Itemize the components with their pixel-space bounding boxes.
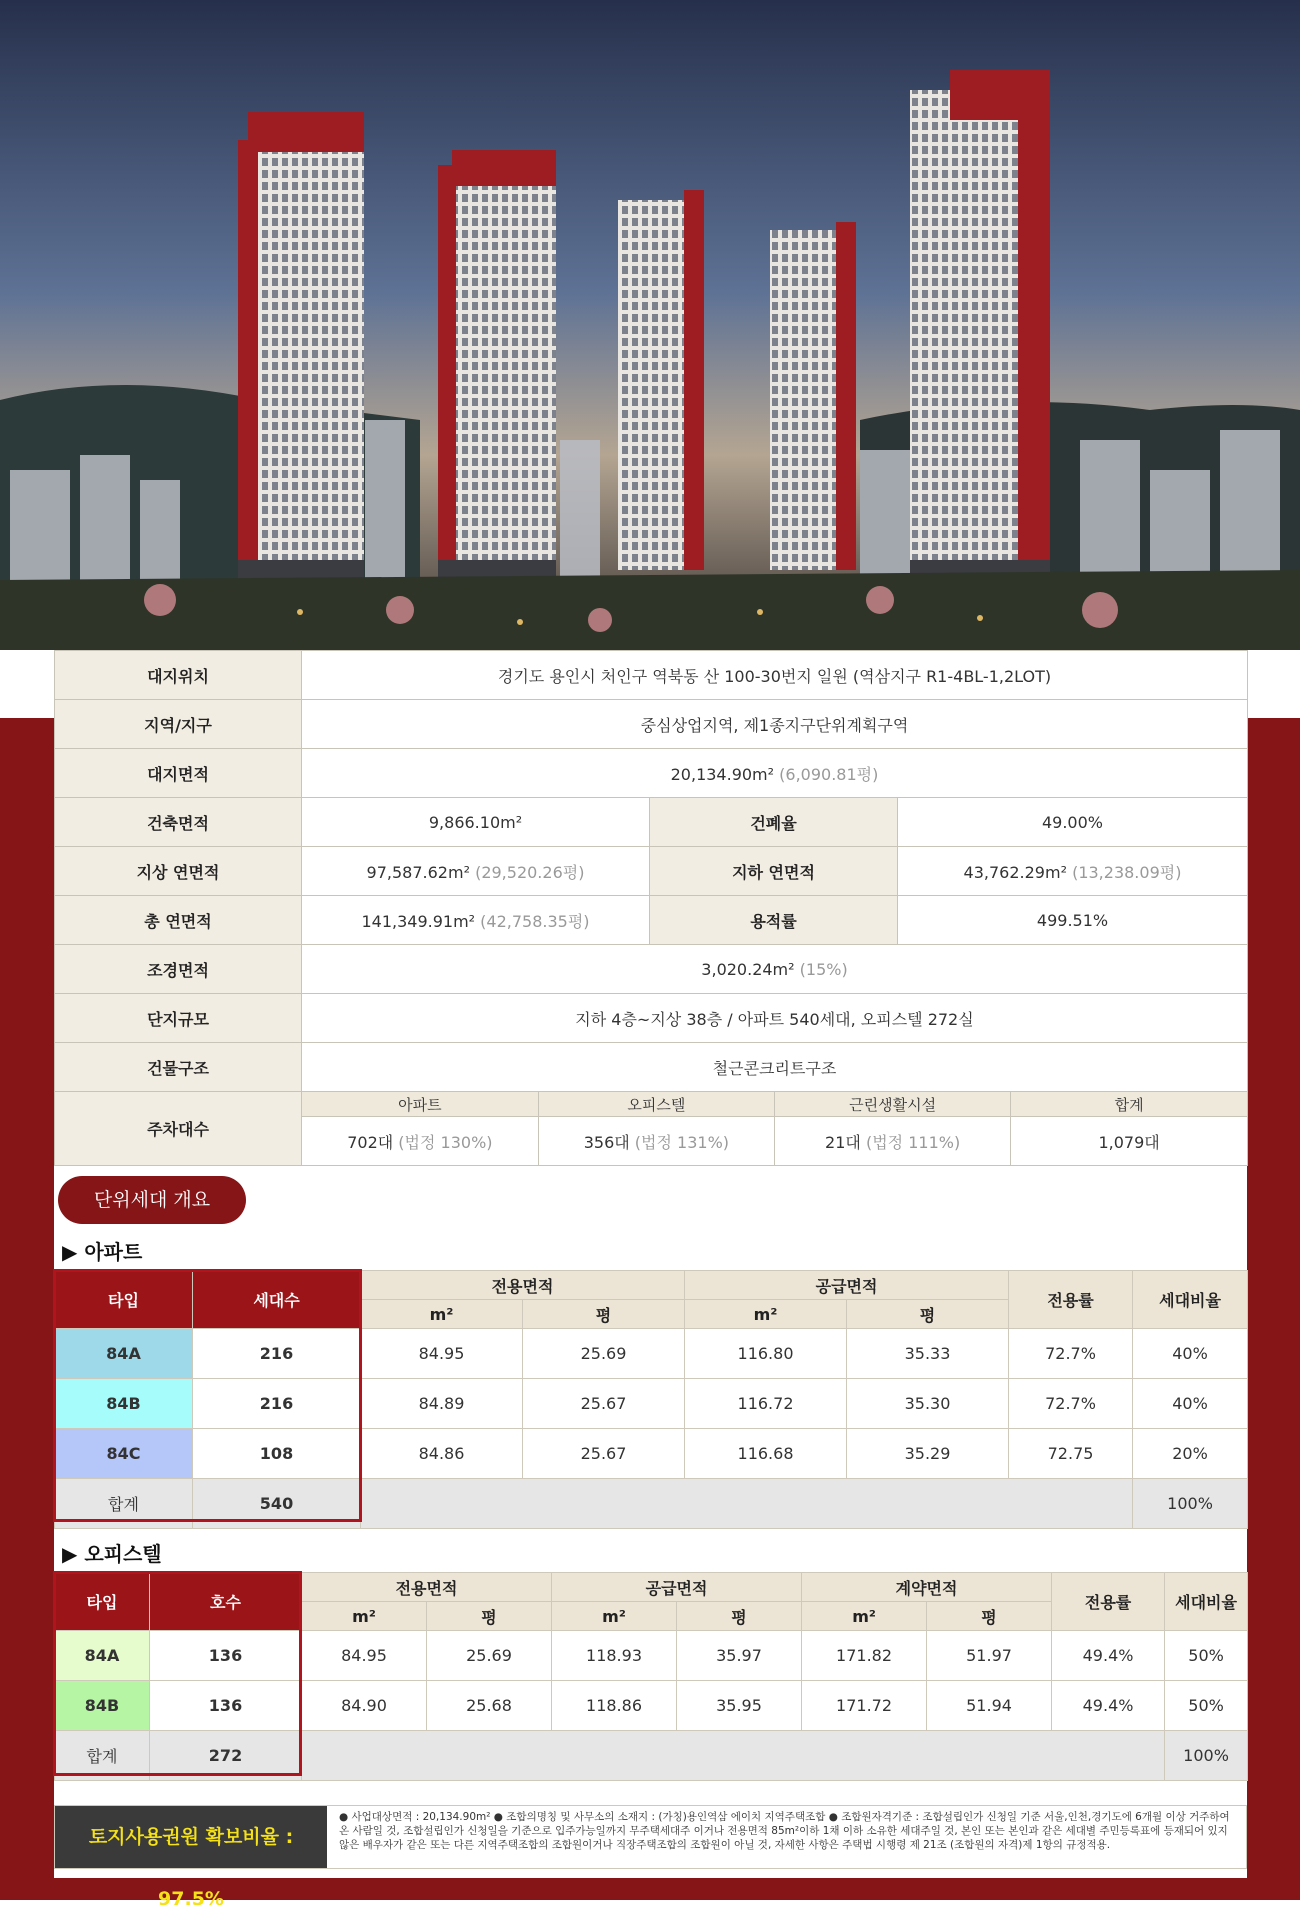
apt-ex-m2: 84.86 [361, 1429, 523, 1479]
apt-sup-m2: 116.80 [685, 1329, 847, 1379]
parking-label: 주차대수 [55, 1092, 302, 1166]
apt-ratio: 72.75 [1009, 1429, 1133, 1479]
scale-value: 지하 4층~지상 38층 / 아파트 540세대, 오피스텔 272실 [302, 994, 1248, 1043]
apt-count: 108 [193, 1429, 361, 1479]
parking-officetel-legal: (법정 131%) [634, 1132, 730, 1152]
apt-share: 40% [1133, 1379, 1248, 1429]
off-con-m2: 171.72 [802, 1681, 927, 1731]
footer-box [54, 1805, 1247, 1910]
table-row [55, 1479, 1248, 1529]
parking-apartment [302, 1117, 538, 1166]
table-row [55, 1043, 1248, 1092]
table-row [302, 1117, 1247, 1166]
off-total-label: 합계 [55, 1731, 150, 1781]
table-row [55, 1731, 1248, 1781]
off-total-share: 100% [1165, 1731, 1248, 1781]
table-row [55, 1329, 1248, 1379]
off-head-con-m2: m² [802, 1602, 927, 1631]
apt-ex-py: 25.67 [523, 1379, 685, 1429]
apartment-section-title: ▶ 아파트 [62, 1240, 143, 1264]
off-sup-py: 35.95 [677, 1681, 802, 1731]
table-row [55, 1379, 1248, 1429]
site-info-table [54, 650, 1248, 1166]
structure-label: 건물구조 [55, 1043, 302, 1092]
building-area-label: 건축면적 [55, 798, 302, 847]
table-row [55, 1429, 1248, 1479]
coverage-value: 49.00% [898, 798, 1248, 847]
table-row [55, 847, 1248, 896]
apt-sup-py: 35.30 [847, 1379, 1009, 1429]
off-head-ex-py: 평 [427, 1602, 552, 1631]
off-sup-m2: 118.86 [552, 1681, 677, 1731]
parking-total: 1,079대 [1011, 1117, 1247, 1166]
apt-head-ratio: 전용률 [1009, 1271, 1133, 1329]
landscape-percent: (15%) [799, 959, 848, 979]
off-head-con-py: 평 [927, 1602, 1052, 1631]
site-location-value: 경기도 용인시 처인구 역북동 산 100-30번지 일원 (역삼지구 R1-4BL-1,2LOT) [302, 651, 1248, 700]
apt-share: 20% [1133, 1429, 1248, 1479]
apt-head-count: 세대수 [193, 1271, 361, 1329]
apt-head-ex-py: 평 [523, 1300, 685, 1329]
parking-retail-legal: (법정 111%) [865, 1132, 961, 1152]
off-share: 50% [1165, 1631, 1248, 1681]
far-label: 용적률 [650, 896, 898, 945]
parking-officetel [538, 1117, 774, 1166]
table-row [55, 896, 1248, 945]
above-ground-value: 97,587.62m² [366, 862, 470, 882]
table-row [55, 1573, 1248, 1602]
parking-head-officetel: 오피스텔 [538, 1092, 774, 1117]
parking-head-apartment: 아파트 [302, 1092, 538, 1117]
far-value: 499.51% [898, 896, 1248, 945]
off-head-sup-py: 평 [677, 1602, 802, 1631]
apt-ratio: 72.7% [1009, 1379, 1133, 1429]
land-rights-badge: 토지사용권원 확보비율 : 97.5% [55, 1806, 327, 1868]
apartment-rendering-illustration [0, 0, 1300, 650]
scale-label: 단지규모 [55, 994, 302, 1043]
land-area-label: 대지면적 [55, 749, 302, 798]
apt-total-blank [361, 1479, 1133, 1529]
off-total-blank [302, 1731, 1165, 1781]
landscape-value: 3,020.24m² [701, 959, 795, 979]
parking-retail [775, 1117, 1011, 1166]
below-ground-label: 지하 연면적 [650, 847, 898, 896]
table-row [55, 1631, 1248, 1681]
officetel-section-title: ▶ 오피스텔 [62, 1542, 162, 1566]
parking-head-total: 합계 [1011, 1092, 1247, 1117]
table-row [55, 994, 1248, 1043]
off-type-84a: 84A [55, 1631, 150, 1681]
apt-head-ex-m2: m² [361, 1300, 523, 1329]
land-area-cell [302, 749, 1248, 798]
off-head-supply: 공급면적 [552, 1573, 802, 1602]
off-ex-m2: 84.95 [302, 1631, 427, 1681]
table-row [55, 651, 1248, 700]
parking-apartment-value: 702대 [347, 1132, 394, 1152]
off-con-py: 51.94 [927, 1681, 1052, 1731]
below-ground-cell [898, 847, 1248, 896]
off-total-count: 272 [150, 1731, 302, 1781]
landscape-cell [302, 945, 1248, 994]
apt-head-type: 타입 [55, 1271, 193, 1329]
apt-ex-py: 25.69 [523, 1329, 685, 1379]
apt-share: 40% [1133, 1329, 1248, 1379]
total-floor-value: 141,349.91m² [361, 911, 476, 931]
table-row [55, 945, 1248, 994]
above-ground-label: 지상 연면적 [55, 847, 302, 896]
table-row [302, 1092, 1247, 1117]
unit-overview-badge: 단위세대 개요 [58, 1176, 246, 1224]
off-con-m2: 171.82 [802, 1631, 927, 1681]
table-row [55, 700, 1248, 749]
apt-ratio: 72.7% [1009, 1329, 1133, 1379]
off-head-count: 호수 [150, 1573, 302, 1631]
zone-label: 지역/지구 [55, 700, 302, 749]
off-ratio: 49.4% [1052, 1631, 1165, 1681]
above-ground-cell [302, 847, 650, 896]
parking-table [302, 1092, 1247, 1165]
apt-total-share: 100% [1133, 1479, 1248, 1529]
off-head-type: 타입 [55, 1573, 150, 1631]
off-count: 136 [150, 1631, 302, 1681]
apt-head-sup-m2: m² [685, 1300, 847, 1329]
apt-ex-py: 25.67 [523, 1429, 685, 1479]
off-count: 136 [150, 1681, 302, 1731]
apt-head-exclusive: 전용면적 [361, 1271, 685, 1300]
off-con-py: 51.97 [927, 1631, 1052, 1681]
off-sup-py: 35.97 [677, 1631, 802, 1681]
off-head-sup-m2: m² [552, 1602, 677, 1631]
footer-note: ● 사업대상면적 : 20,134.90m² ● 조합의명칭 및 사무소의 소재지 : (가칭)용인역삼 에이치 지역주택조합 ● 조합원자격기준 : 조합설립인가 신청일 기준 서울,인천,경기도에 6개월 이상 거주하여 온 사람일 것, 조합설립인가 신청일을 기준으로 입주가능일까지 무주택세대주 이거나 전용면적 85m²이하 1채 이하 소유한 세대주일 것, 본인 또는 본인과 같은 세대별 주민등록표에 등재되어 있지 않은 배우자가 같은 또는 다른 지역주택조합의 조합원이거나 직장주택조합의 조합원이 아닐 것, 자세한 사항은 주택법 시행령 제 21조 (조합원의 자격)제 1항의 규정적용. [339, 1811, 1230, 1851]
apt-sup-py: 35.33 [847, 1329, 1009, 1379]
officetel-table [54, 1572, 1248, 1781]
parking-retail-value: 21대 [825, 1132, 861, 1152]
table-row [55, 1092, 1248, 1166]
coverage-label: 건폐율 [650, 798, 898, 847]
landscape-label: 조경면적 [55, 945, 302, 994]
apt-type-84c: 84C [55, 1429, 193, 1479]
land-area-pyeong: (6,090.81평) [779, 764, 879, 784]
table-row [55, 1271, 1248, 1300]
land-area-value: 20,134.90m² [670, 764, 775, 784]
off-ex-m2: 84.90 [302, 1681, 427, 1731]
table-row [55, 1681, 1248, 1731]
building-area-value: 9,866.10m² [302, 798, 650, 847]
off-ratio: 49.4% [1052, 1681, 1165, 1731]
apt-type-84a: 84A [55, 1329, 193, 1379]
total-floor-label: 총 연면적 [55, 896, 302, 945]
off-head-share: 세대비율 [1165, 1573, 1248, 1631]
apt-head-supply: 공급면적 [685, 1271, 1009, 1300]
table-row [55, 749, 1248, 798]
site-location-label: 대지위치 [55, 651, 302, 700]
parking-apartment-legal: (법정 130%) [398, 1132, 493, 1152]
structure-value: 철근콘크리트구조 [302, 1043, 1248, 1092]
content-panel [54, 650, 1247, 1910]
apartment-rendering [0, 0, 1300, 650]
apt-type-84b: 84B [55, 1379, 193, 1429]
apt-sup-m2: 116.72 [685, 1379, 847, 1429]
table-row [55, 798, 1248, 847]
apt-head-sup-py: 평 [847, 1300, 1009, 1329]
below-ground-pyeong: (13,238.09평) [1072, 862, 1182, 882]
off-head-ex-m2: m² [302, 1602, 427, 1631]
off-type-84b: 84B [55, 1681, 150, 1731]
off-head-ratio: 전용률 [1052, 1573, 1165, 1631]
apt-sup-py: 35.29 [847, 1429, 1009, 1479]
off-head-exclusive: 전용면적 [302, 1573, 552, 1602]
apt-head-share: 세대비율 [1133, 1271, 1248, 1329]
parking-cell [302, 1092, 1248, 1166]
off-head-contract: 계약면적 [802, 1573, 1052, 1602]
parking-officetel-value: 356대 [583, 1132, 630, 1152]
below-ground-value: 43,762.29m² [963, 862, 1067, 882]
off-ex-py: 25.69 [427, 1631, 552, 1681]
apt-count: 216 [193, 1379, 361, 1429]
apt-total-label: 합계 [55, 1479, 193, 1529]
above-ground-pyeong: (29,520.26평) [475, 862, 585, 882]
apt-total-count: 540 [193, 1479, 361, 1529]
parking-head-retail: 근린생활시설 [775, 1092, 1011, 1117]
apartment-table [54, 1270, 1248, 1529]
apt-count: 216 [193, 1329, 361, 1379]
off-ex-py: 25.68 [427, 1681, 552, 1731]
off-share: 50% [1165, 1681, 1248, 1731]
apt-ex-m2: 84.89 [361, 1379, 523, 1429]
apt-sup-m2: 116.68 [685, 1429, 847, 1479]
total-floor-pyeong: (42,758.35평) [480, 911, 590, 931]
total-floor-cell [302, 896, 650, 945]
off-sup-m2: 118.93 [552, 1631, 677, 1681]
zone-value: 중심상업지역, 제1종지구단위계획구역 [302, 700, 1248, 749]
apt-ex-m2: 84.95 [361, 1329, 523, 1379]
